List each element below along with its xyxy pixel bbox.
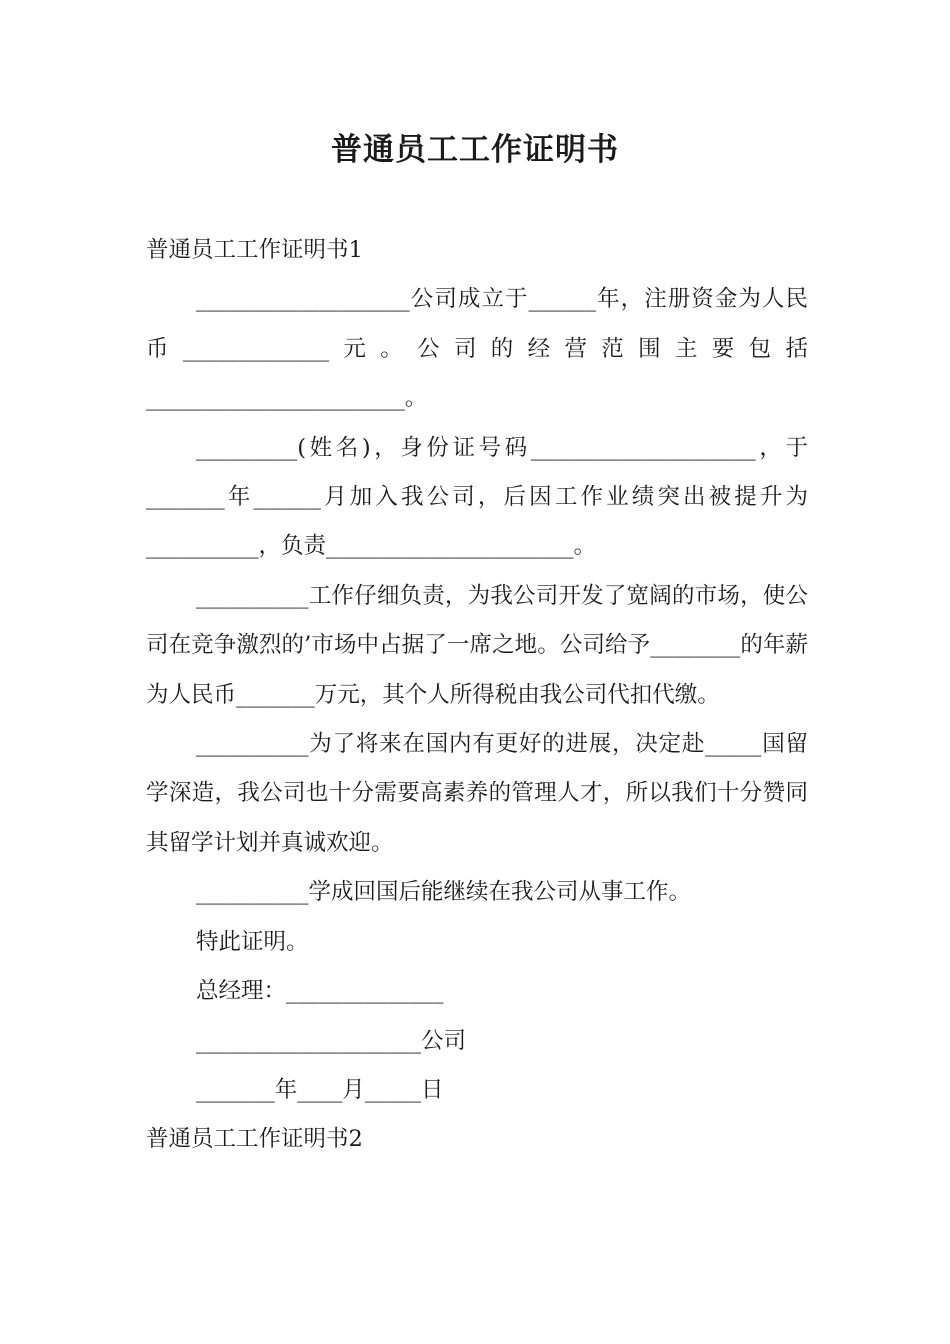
return-paragraph: __________学成回国后能继续在我公司从事工作。	[196, 879, 692, 906]
date-line: _______年____月_____日	[196, 1076, 444, 1103]
document-body	[146, 226, 808, 1165]
general-manager-signature-line: 总经理：______________	[196, 978, 444, 1005]
performance-paragraph: __________工作仔细负责，为我公司开发了宽阔的市场，使公司在竞争激烈的’市场中占据了一席之地。公司给予________的年薪为人民币_______万元，其个人所得税由我公司代扣代缴。	[146, 582, 808, 708]
section-heading-1: 普通员工工作证明书1	[146, 237, 363, 263]
certification-statement: 特此证明。	[196, 928, 309, 955]
section-heading-2: 普通员工工作证明书2	[146, 1126, 363, 1153]
company-info-paragraph: ___________________公司成立于______年，注册资金为人民币_____________元。公司的经营范围主要包括_______________________。	[146, 286, 808, 412]
company-name-line: ____________________公司	[196, 1027, 467, 1054]
study-abroad-paragraph: __________为了将来在国内有更好的进展，决定赴_____国留学深造，我公司也十分需要高素养的管理人才，所以我们十分赞同其留学计划并真诚欢迎。	[146, 731, 808, 856]
document-title: 普通员工工作证明书	[331, 132, 619, 168]
employee-info-paragraph: _________(姓名)，身份证号码____________________，于_______年______月加入我公司，后因工作业绩突出被提升为__________，负责______________________。	[146, 434, 808, 560]
